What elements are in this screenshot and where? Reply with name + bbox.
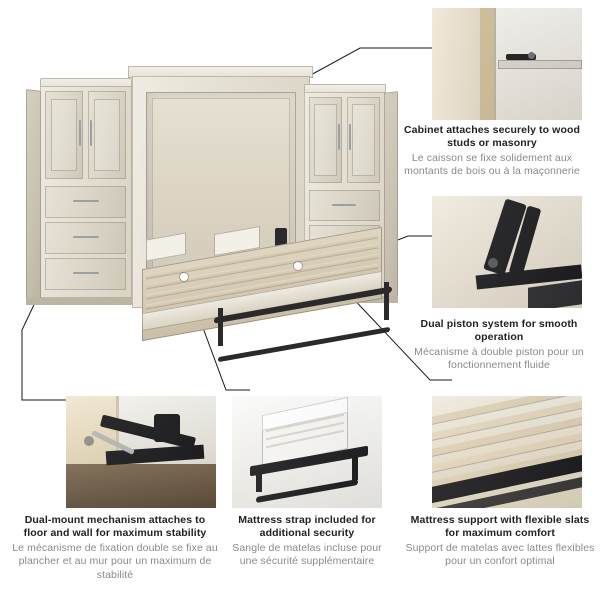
handle-icon: [90, 120, 92, 146]
left-cabinet-body: [40, 86, 132, 298]
callout-dual-mount-fr: Le mécanisme de fixation double se fixe au plancher et au mur pour un maximum de stabilité: [12, 542, 218, 581]
platform-marker-dot: [294, 262, 302, 270]
photo-dual-piston-system: [432, 196, 582, 308]
right-cabinet-side-panel: [384, 91, 398, 298]
callout-cabinet-attaches: [392, 124, 592, 179]
left-cabinet-drawer-2: [45, 222, 126, 254]
handle-icon: [79, 120, 81, 146]
callout-mattress-strap-en: Mattress strap included for additional security: [238, 514, 376, 540]
callout-cabinet-attaches-fr: Le caisson se fixe solidement aux montants de bois ou à la maçonnerie: [404, 152, 580, 178]
callout-mattress-strap-fr: Sangle de matelas incluse pour une sécurité supplémentaire: [232, 542, 382, 568]
callout-dual-piston-fr: Mécanisme à double piston pour un fonctionnement fluide: [414, 346, 584, 372]
murphy-bed-illustration: [18, 58, 408, 323]
callout-mattress-strap: [226, 514, 388, 569]
photo-flexible-slat-support: [432, 396, 582, 508]
bed-support-leg-right: [384, 282, 389, 320]
callout-cabinet-attaches-en: Cabinet attaches securely to wood studs or masonry: [403, 124, 580, 150]
callout-mattress-support: [404, 514, 596, 569]
callout-dual-piston: [404, 318, 594, 373]
left-cabinet-base: [26, 298, 133, 305]
photo-dual-mount-mechanism: [66, 396, 216, 508]
platform-marker-dot: [180, 273, 188, 281]
left-cabinet-door-upper-left: [45, 91, 83, 179]
callout-dual-piston-en: Dual piston system for smooth operation: [420, 318, 578, 344]
left-cabinet-door-upper-right: [88, 91, 126, 179]
right-cabinet-door-upper-right: [347, 97, 380, 183]
photo-cabinet-wall-attachment: [432, 8, 582, 120]
left-cabinet-side-panel: [26, 89, 41, 303]
left-cabinet-drawer-3: [45, 258, 126, 290]
callout-dual-mount-en: Dual-mount mechanism attaches to floor and wall for maximum stability: [23, 514, 207, 540]
photo-mattress-strap: [232, 396, 382, 508]
callout-mattress-support-fr: Support de matelas avec lattes flexibles pour un confort optimal: [405, 542, 595, 568]
left-cabinet-drawer-1: [45, 186, 126, 218]
bed-support-leg-left: [218, 308, 223, 346]
callout-mattress-support-en: Mattress support with flexible slats for maximum comfort: [410, 514, 590, 540]
callout-dual-mount: [12, 514, 218, 582]
